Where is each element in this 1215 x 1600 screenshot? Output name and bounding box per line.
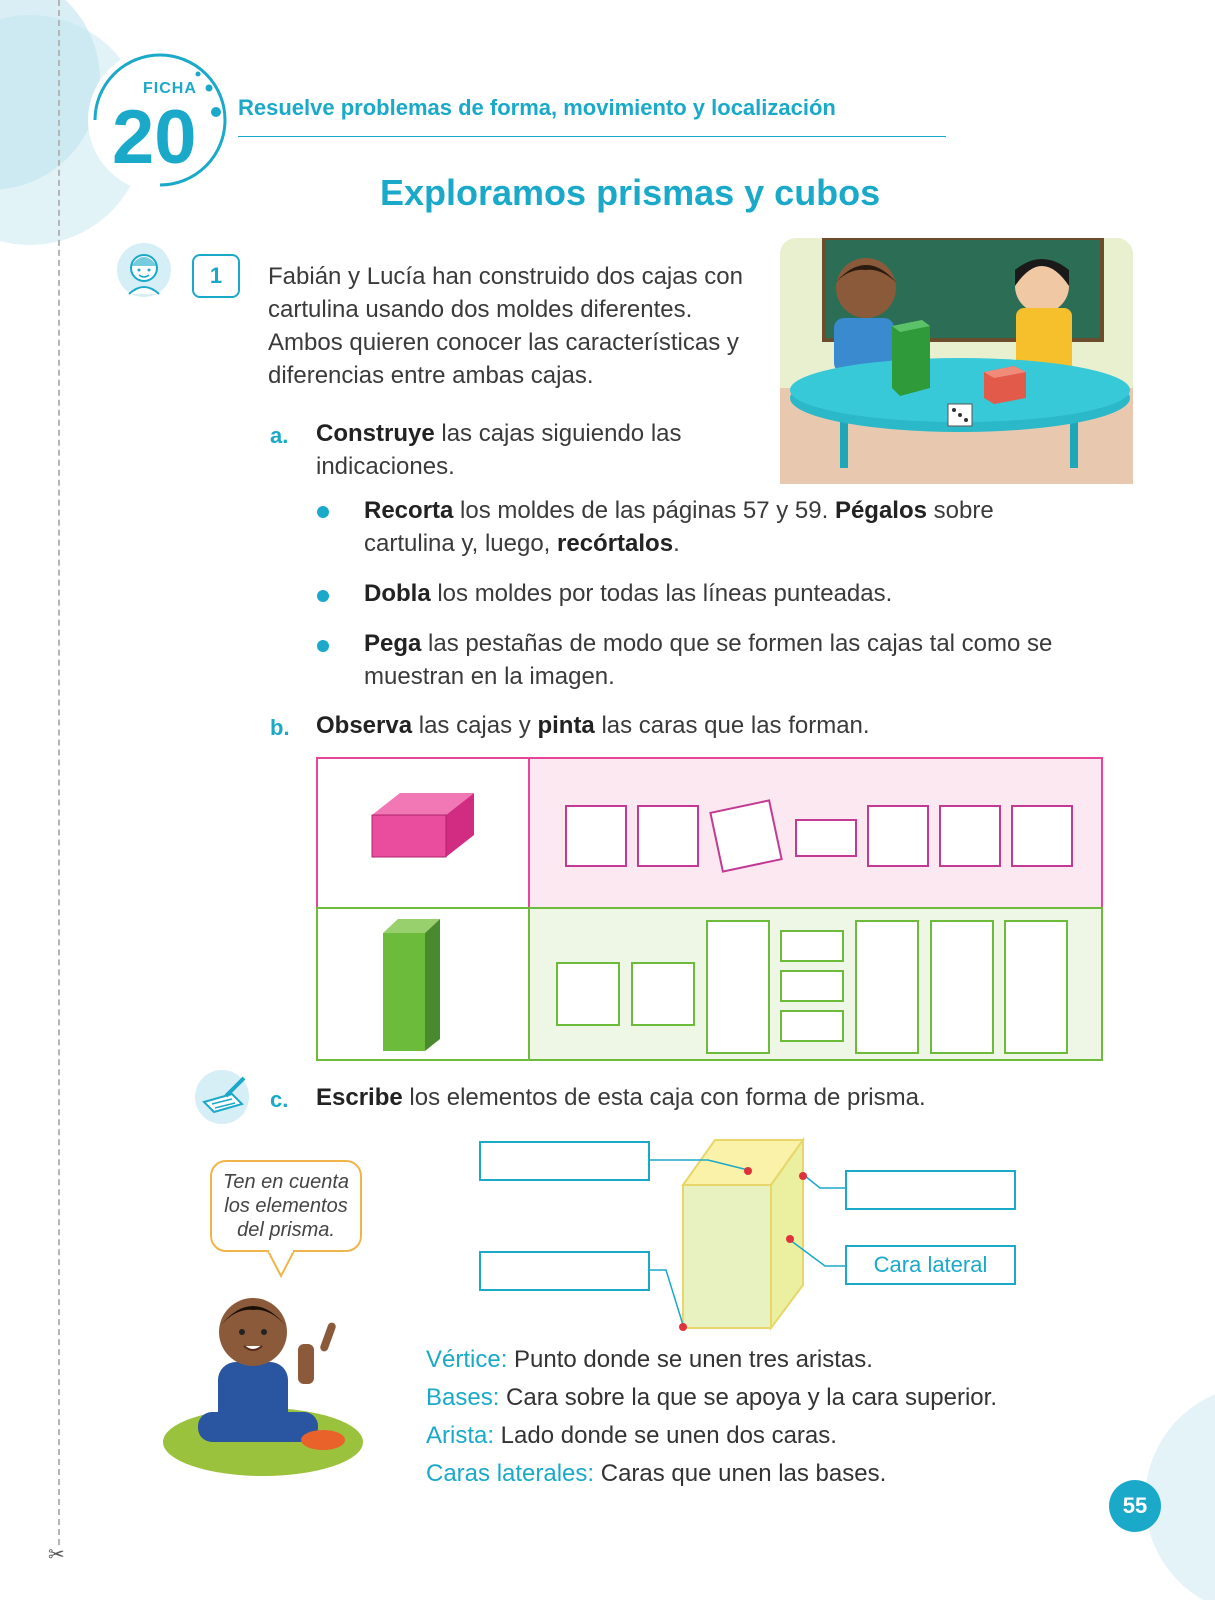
bullet-3-verb: Pega — [364, 630, 422, 657]
cube-face-1[interactable] — [566, 806, 626, 866]
scissors-icon: ✂ — [48, 1544, 65, 1566]
hint-text: Ten en cuenta los elementos del prisma. — [222, 1171, 350, 1241]
prism-face-8[interactable] — [931, 921, 993, 1053]
page-title: Exploramos prismas y cubos — [380, 172, 881, 213]
competency-subtitle: Resuelve problemas de forma, movimiento y localización — [238, 95, 836, 120]
label-box-bottom-left[interactable] — [479, 1251, 650, 1291]
definition-bases — [426, 1379, 1126, 1417]
cube-face-2[interactable] — [638, 806, 698, 866]
cube-face-3[interactable] — [710, 800, 781, 871]
bullet-1-text — [364, 494, 1084, 560]
prism-face-7[interactable] — [856, 921, 918, 1053]
item-b-rest: las caras que las forman. — [594, 712, 870, 739]
item-b-text — [316, 709, 1076, 742]
item-b-letter: b. — [270, 715, 290, 740]
bullet-3-rest: las pestañas de modo que se formen las cajas tal como se muestran en la imagen. — [364, 630, 1053, 690]
definition-arista — [426, 1417, 1126, 1455]
def-arista-text: Lado donde se unen dos caras. — [494, 1422, 837, 1449]
definition-caras-laterales — [426, 1455, 1126, 1493]
cut-line — [58, 0, 60, 1545]
bullet-1-text3: . — [673, 530, 680, 557]
def-vertice-text: Punto donde se unen tres aristas. — [507, 1346, 873, 1373]
cube-face-7[interactable] — [1012, 806, 1072, 866]
prism-face-4[interactable] — [781, 931, 843, 961]
subtitle-rule — [238, 136, 946, 137]
boy-illustration — [158, 1282, 373, 1482]
prism-face-6[interactable] — [781, 1011, 843, 1041]
definitions-list — [426, 1341, 1126, 1493]
bullet-1-text1: los moldes de las páginas 57 y 59. — [453, 497, 835, 524]
item-c-rest: los elementos de esta caja con forma de prisma. — [402, 1084, 926, 1111]
bullet-3-text — [364, 627, 1084, 693]
student-face-icon — [115, 240, 173, 300]
item-a-letter: a. — [270, 423, 289, 448]
term-bases: Bases: — [426, 1384, 500, 1411]
cube-face-5[interactable] — [868, 806, 928, 866]
item-b-mid: las cajas y — [412, 712, 538, 739]
label-box-top-left[interactable] — [479, 1141, 650, 1181]
label-box-top-right[interactable] — [845, 1170, 1016, 1210]
bubble-tail — [266, 1250, 296, 1280]
term-caras-laterales: Caras laterales: — [426, 1460, 595, 1487]
prism-face-1[interactable] — [557, 963, 619, 1025]
intro-text: Fabián y Lucía han construido dos cajas con cartulina usando dos moldes diferentes. Ambos quieren conocer las características y diferencias entre ambas cajas. — [268, 263, 743, 389]
label-box-cara-lateral — [845, 1245, 1016, 1285]
bullet-1 — [317, 506, 329, 518]
page-number: 55 — [1109, 1480, 1161, 1532]
def-caras-laterales-text: Caras que unen las bases. — [594, 1460, 887, 1487]
bullet-1-verb2: Pégalos — [834, 497, 927, 524]
bullet-1-text2: sobre cartulina y, luego, — [364, 497, 994, 557]
bullet-2-rest: los moldes por todas las líneas punteadas. — [430, 580, 893, 607]
term-vertice: Vértice: — [426, 1346, 508, 1373]
bullet-1-verb3: recórtalos — [557, 530, 674, 557]
item-c-text — [316, 1081, 1076, 1114]
cube-face-6[interactable] — [940, 806, 1000, 866]
ficha-label: FICHA — [143, 80, 197, 97]
prism-face-3[interactable] — [707, 921, 769, 1053]
item-b-verb1: Observa — [316, 712, 413, 739]
activity-number: 1 — [192, 254, 240, 298]
cara-lateral-label: Cara lateral — [873, 1252, 988, 1277]
cube-face-4[interactable] — [796, 820, 856, 856]
green-prism — [383, 919, 440, 1051]
prism-face-5[interactable] — [781, 971, 843, 1001]
prism-face-9[interactable] — [1005, 921, 1067, 1053]
item-c-verb: Escribe — [316, 1084, 403, 1111]
item-b-verb2: pinta — [537, 712, 595, 739]
term-arista: Arista: — [426, 1422, 495, 1449]
bullet-2-verb: Dobla — [364, 580, 431, 607]
item-a-text — [316, 417, 736, 483]
item-a-verb: Construye — [316, 420, 435, 447]
ficha-number: 20 — [112, 95, 197, 180]
item-a-rest: las cajas siguiendo las indicaciones. — [316, 420, 682, 480]
writing-icon — [192, 1068, 254, 1126]
bullet-2 — [317, 590, 329, 602]
definition-vertice — [426, 1341, 1126, 1379]
faces-table — [316, 757, 1106, 1063]
bullet-2-text — [364, 577, 1084, 610]
item-c-letter: c. — [270, 1087, 289, 1112]
hint-bubble — [210, 1160, 362, 1252]
bullet-1-verb1: Recorta — [364, 497, 454, 524]
kids-table-illustration — [780, 238, 1133, 484]
prism-face-2[interactable] — [632, 963, 694, 1025]
bullet-3 — [317, 640, 329, 652]
def-bases-text: Cara sobre la que se apoya y la cara superior. — [499, 1384, 997, 1411]
